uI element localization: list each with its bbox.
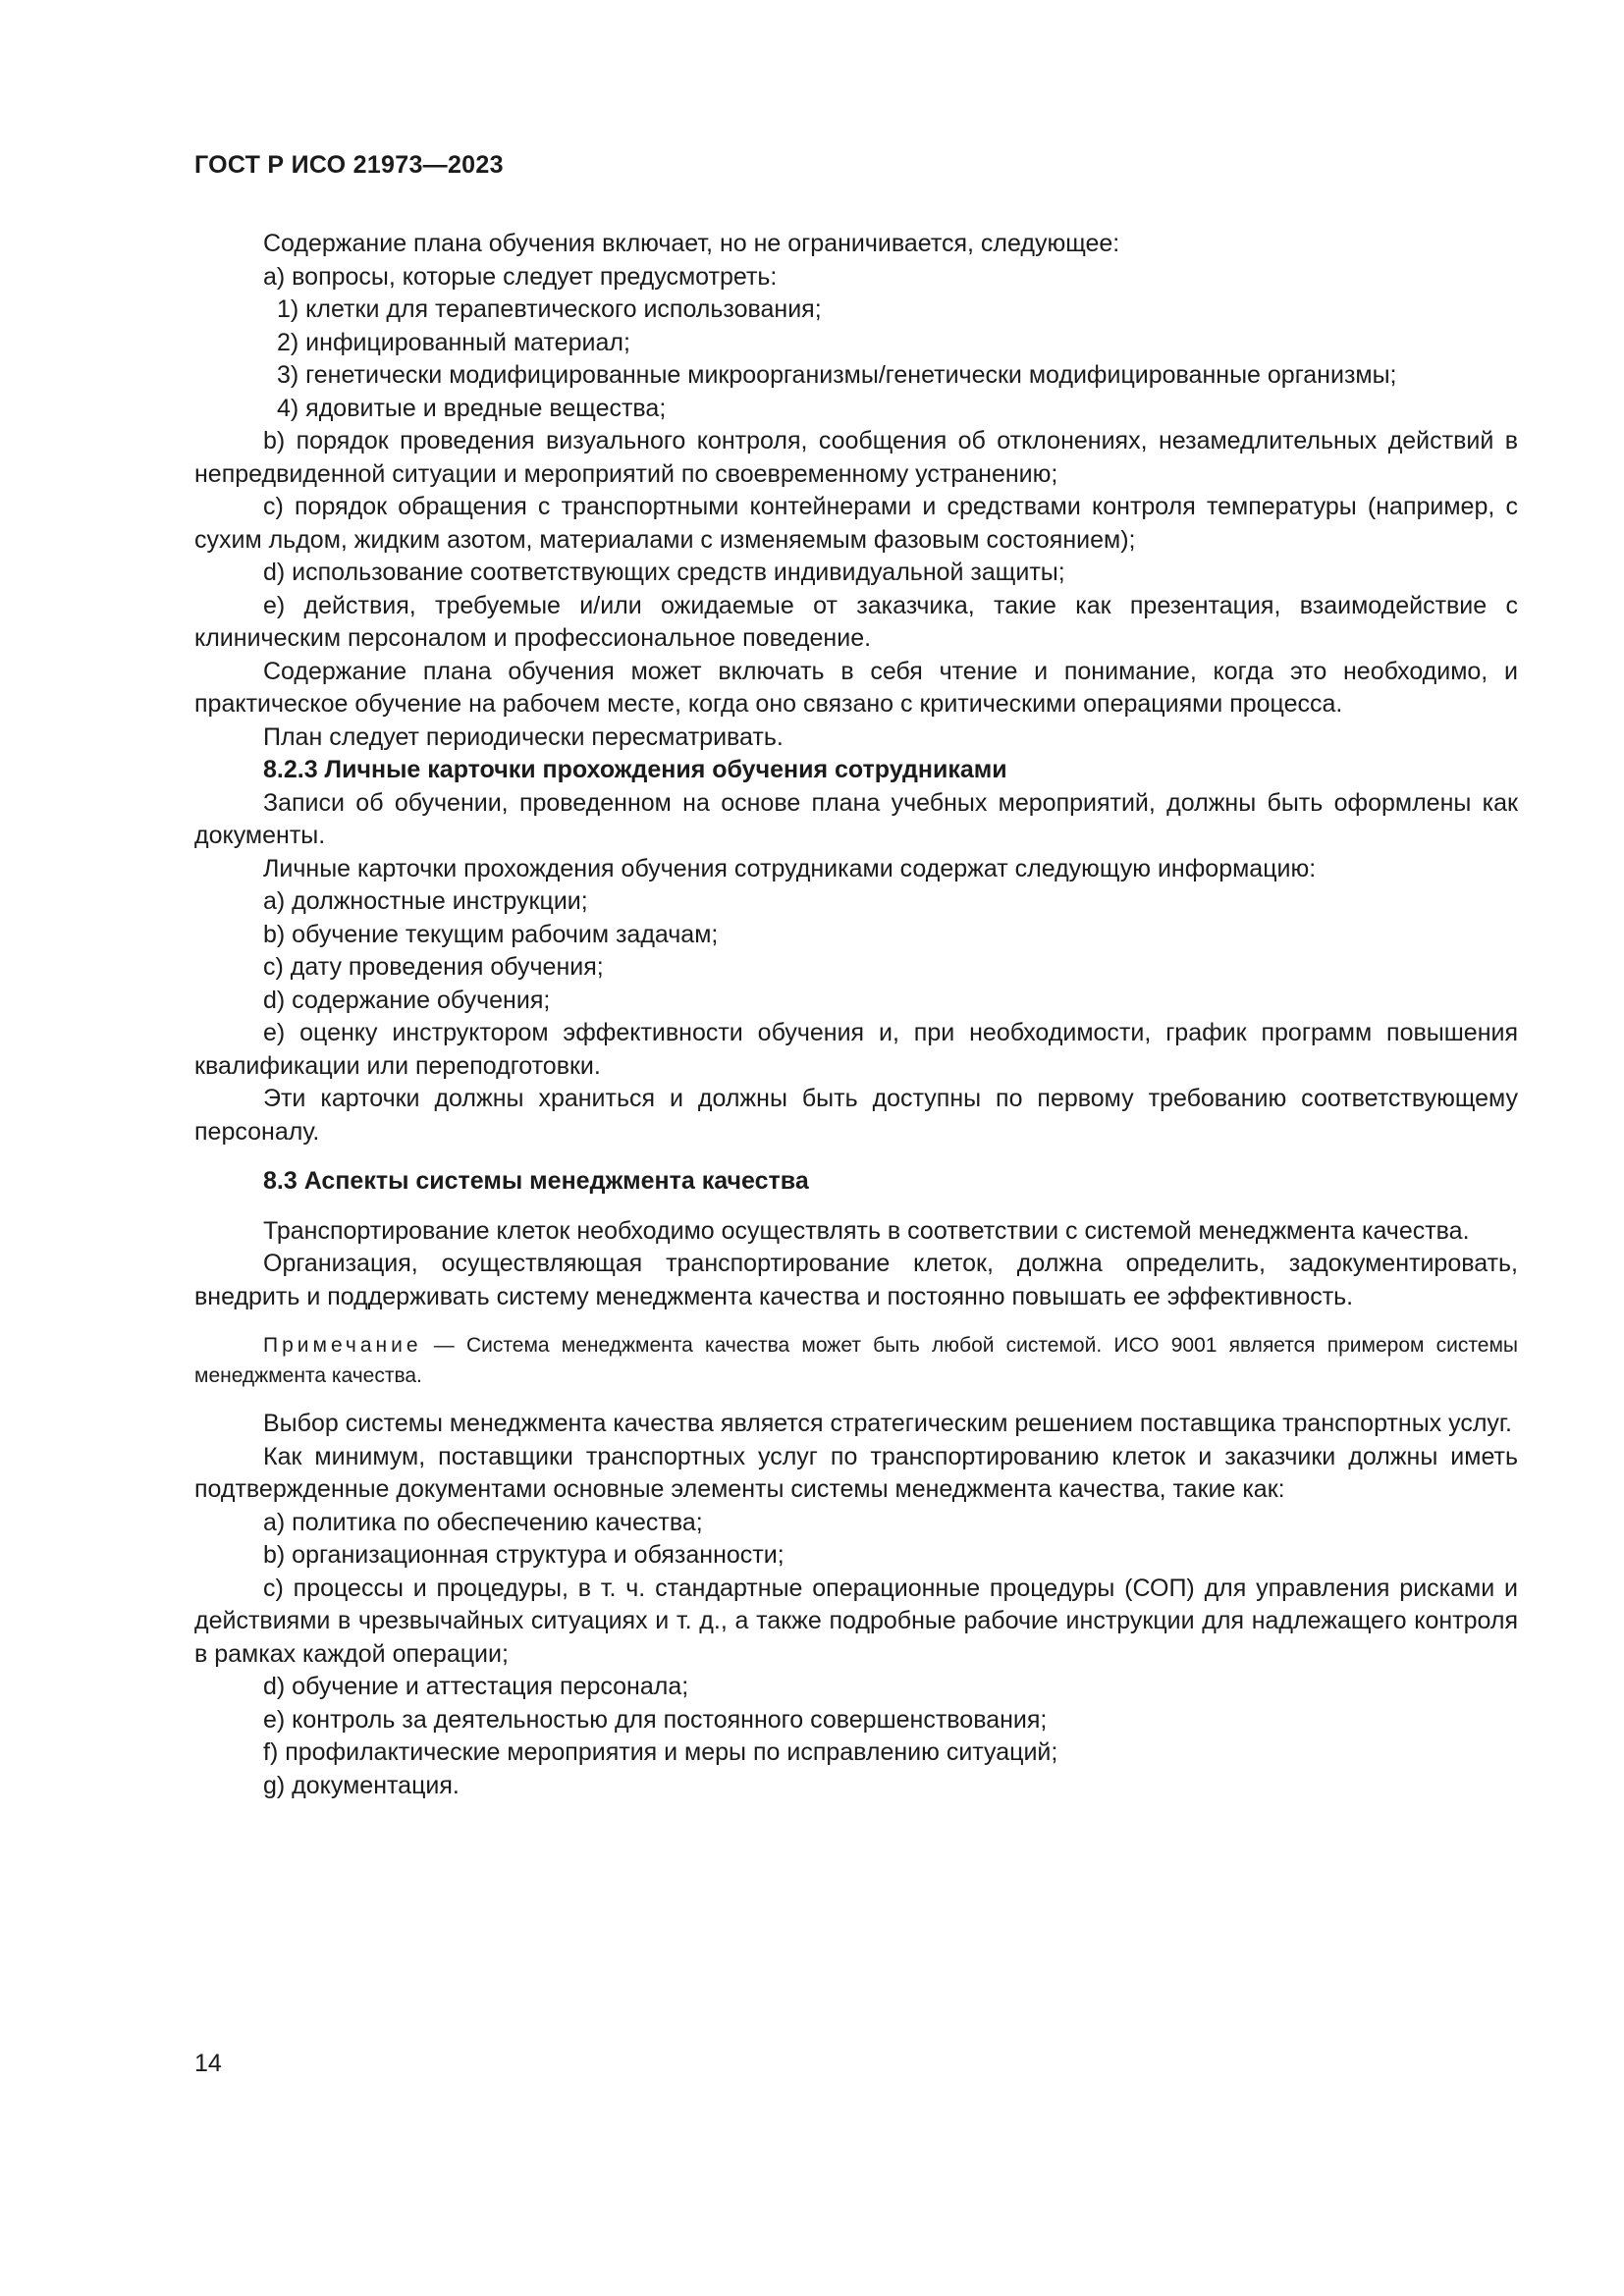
list-item: c) порядок обращения с транспортными контейнерами и средствами контроля температуры (например, с сухим льдом, жидким азотом, материалами с изменяемым фазовым состоянием);: [194, 493, 1518, 554]
document-header: ГОСТ Р ИСО 21973—2023: [194, 151, 504, 179]
list-item: e) оценку инструктором эффективности обучения и, при необходимости, график программ повышения квалификации или переподготовки.: [194, 1019, 1518, 1080]
paragraph: Выбор системы менеджмента качества является стратегическим решением поставщика транспортных услуг.: [263, 1410, 1512, 1437]
paragraph: Содержание плана обучения может включать в себя чтение и понимание, когда это необходимо, и практическое обучение на рабочем месте, когда оно связано с критическими операциями процесса.: [194, 657, 1518, 718]
list-item: e) контроль за деятельностью для постоянного совершенствования;: [263, 1705, 1048, 1734]
list-item: d) использование соответствующих средств индивидуальной защиты;: [263, 559, 1065, 586]
page-number: 14: [194, 2050, 222, 2077]
list-item: 2) инфицированный материал;: [277, 328, 630, 356]
note-label: Примечание: [263, 1334, 422, 1357]
list-item: f) профилактические мероприятия и меры по исправлению ситуаций;: [263, 1738, 1058, 1766]
list-item: c) процессы и процедуры, в т. ч. стандартные операционные процедуры (СОП) для управления рисками и действиями в чрезвычайных ситуациях и т. д., а также подробные рабочие инструкции для надлежащего контроля в рамках каждой операции;: [194, 1574, 1518, 1668]
list-item: a) вопросы, которые следует предусмотреть:: [263, 262, 778, 291]
paragraph: Транспортирование клеток необходимо осуществлять в соответствии с системой менеджмента качества.: [263, 1216, 1470, 1245]
paragraph: Эти карточки должны храниться и должны быть доступны по первому требованию соответствующему персоналу.: [194, 1085, 1518, 1146]
list-item: g) документация.: [263, 1771, 460, 1799]
paragraph: Личные карточки прохождения обучения сотрудниками содержат следующую информацию:: [263, 854, 1317, 882]
section-heading-8-3: 8.3 Аспекты системы менеджмента качества: [263, 1167, 809, 1195]
list-item: a) политика по обеспечению качества;: [263, 1508, 703, 1536]
list-item: 4) ядовитые и вредные вещества;: [277, 394, 667, 422]
list-item: 1) клетки для терапевтического использования;: [277, 295, 822, 323]
paragraph: План следует периодически пересматривать.: [263, 722, 784, 751]
note-text: — Система менеджмента качества может быть любой системой. ИСО 9001 является примером системы менеджмента качества.: [194, 1334, 1518, 1387]
paragraph: Как минимум, поставщики транспортных услуг по транспортированию клеток и заказчики должны иметь подтвержденные документами основные элементы системы менеджмента качества, такие как:: [194, 1442, 1518, 1503]
list-item: d) обучение и аттестация персонала;: [263, 1673, 689, 1700]
list-item: b) порядок проведения визуального контроля, сообщения об отклонениях, незамедлительных действий в непредвиденной ситуации и мероприятий по своевременному устранению;: [194, 427, 1518, 488]
list-item: a) должностные инструкции;: [263, 887, 588, 915]
list-item: c) дату проведения обучения;: [263, 953, 604, 981]
paragraph: Организация, осуществляющая транспортирование клеток, должна определить, задокументировать, внедрить и поддерживать систему менеджмента качества и постоянно повышать ее эффективность.: [194, 1250, 1518, 1310]
list-item: b) обучение текущим рабочим задачам;: [263, 920, 719, 948]
list-item: d) содержание обучения;: [263, 986, 551, 1014]
paragraph: Содержание плана обучения включает, но не ограничивается, следующее:: [263, 230, 1120, 257]
paragraph: Записи об обучении, проведенном на основе плана учебных мероприятий, должны быть оформлены как документы.: [194, 788, 1518, 849]
document-body: [194, 228, 1518, 1802]
note: [194, 1330, 1518, 1391]
list-item: e) действия, требуемые и/или ожидаемые от заказчика, такие как презентация, взаимодействие с клиническим персоналом и профессиональное поведение.: [194, 591, 1518, 652]
list-item: b) организационная структура и обязанности;: [263, 1541, 785, 1569]
section-heading-8-2-3: 8.2.3 Личные карточки прохождения обучения сотрудниками: [263, 756, 1007, 783]
list-item: 3) генетически модифицированные микроорганизмы/генетически модифицированные организмы;: [277, 361, 1397, 389]
